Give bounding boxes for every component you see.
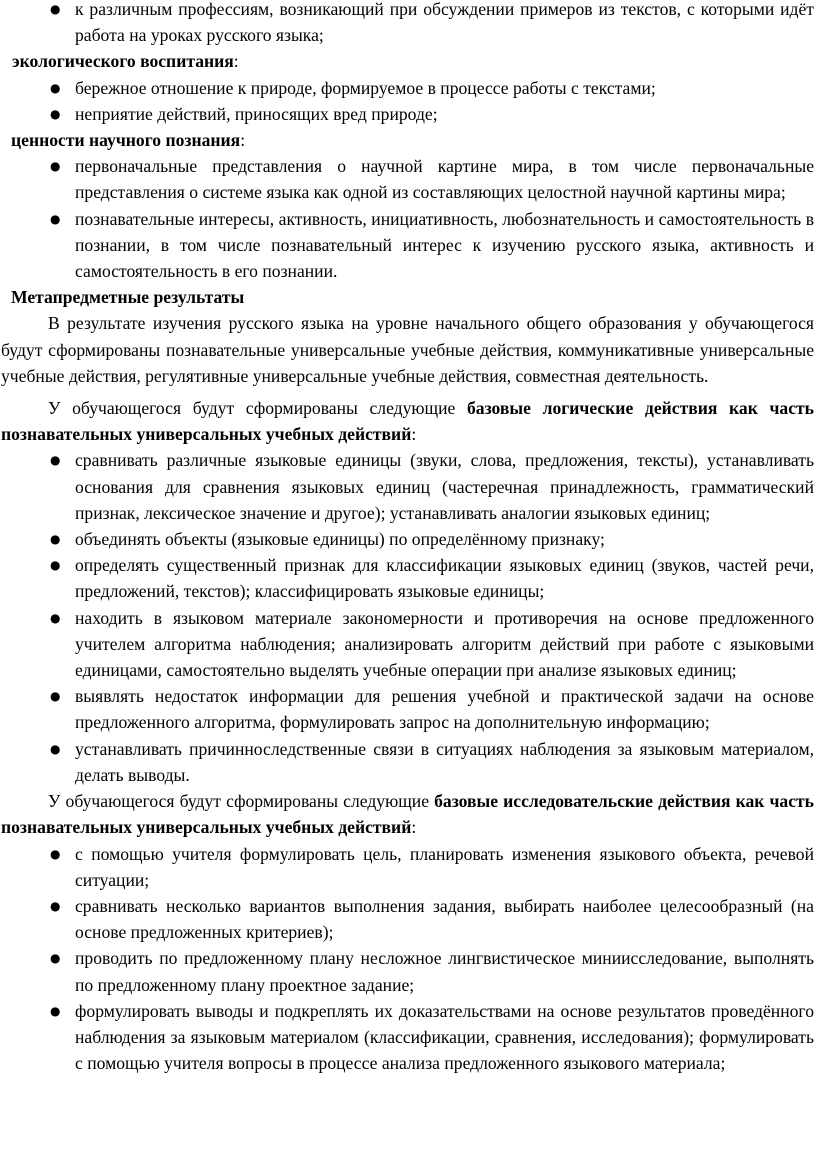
bullet-icon: ● [50,610,61,625]
heading-bold-text: экологического воспитания [12,51,234,72]
list-item-text: бережное отношение к природе, формируемое в процессе работы с текстами; [75,77,656,98]
list-item-text: познавательные интересы, активность, инициативность, любознательность и самостоятельность в познании, в том числе познавательный интерес к изучению русского языка, активность и самостоятельность в его познании. [75,208,814,282]
heading-suffix: : [233,51,239,72]
list-item-text: устанавливать причинноследственные связи в ситуациях наблюдения за языковым материалом, делать выводы. [75,738,814,785]
bullet-icon: ● [50,159,61,174]
list-item [0,998,816,1077]
paragraph-bold-text: базовые логические действия как часть познавательных универсальных учебных действий [1,398,814,445]
list-item [0,736,816,788]
paragraph-text: В результате изучения русского языка на уровне начального общего образования у обучающегося будут сформированы познавательные универсальные учебные действия, коммуникативные универсальные учебные действия, регулятивные универсальные учебные действия, совместная деятельность. [1,313,814,386]
list-item [0,605,816,684]
list-item-text: сравнивать несколько вариантов выполнения задания, выбирать наиболее целесообразный (на основе предложенных критериев); [75,895,814,943]
bullet-icon: ● [50,741,61,756]
list-item [0,552,816,604]
list-item [0,153,816,205]
list-item [0,447,816,526]
list-item-text: формулировать выводы и подкреплять их доказательствами на основе результатов проведённого наблюдения за языковым материалом (классификации, сравнения, исследования); формулировать с помощью учителя вопросы в процессе анализа предложенного языкового материала; [75,1000,814,1074]
list-item [0,75,816,101]
list-item-text: определять существенный признак для классификации языковых единиц (звуков, частей речи, предложений, текстов); классифицировать языковые единицы; [75,555,814,602]
list-item [0,526,816,552]
list-item-text: с помощью учителя формулировать цель, планировать изменения языкового объекта, речевой ситуации; [75,843,814,890]
list-item-text: проводить по предложенному плану несложное лингвистическое миниисследование, выполнять по предложенному плану проектное задание; [75,948,814,995]
heading-bold-text: ценности научного познания [11,130,241,151]
bullet-icon: ● [50,453,61,468]
list-item-text: объединять объекты (языковые единицы) по определённому признаку; [75,529,605,550]
paragraph [0,788,816,840]
paragraph-suffix: : [411,424,417,445]
list-item [0,945,816,997]
heading-suffix: : [240,130,246,151]
list-item [0,0,816,48]
bullet-icon: ● [50,106,61,121]
bullet-icon: ● [50,80,61,95]
bullet-icon: ● [50,532,61,547]
list-item-text: находить в языковом материале закономерности и противоречия на основе предложенного учителем алгоритма наблюдения; анализировать алгоритм действий при работе с языковыми единицами, самостоятельно выделять учебные операции при анализе языковых единиц; [75,607,814,681]
paragraph-bold-text: базовые исследовательские действия как часть познавательных универсальных учебных действий [1,791,814,838]
list-item-text: к различным профессиям, возникающий при обсуждении примеров из текстов, с которыми идёт работа на уроках русского языка; [75,0,814,46]
list-item [0,841,816,893]
paragraph-text: У обучающегося будут сформированы следующие [48,398,467,419]
section-heading [0,284,816,310]
list-item [0,206,816,285]
list-item [0,683,816,735]
bullet-icon: ● [50,689,61,704]
bullet-icon: ● [50,2,61,16]
paragraph-suffix: : [411,817,417,838]
list-item [0,893,816,945]
bullet-icon: ● [50,846,61,861]
list-item-text: выявлять недостаток информации для решения учебной и практической задачи на основе предложенного алгоритма, формулировать запрос на дополнительную информацию; [75,686,814,733]
bullet-icon: ● [50,558,61,573]
bullet-icon: ● [50,1003,61,1018]
heading-bold-text: Метапредметные результаты [11,287,245,308]
section-heading [0,48,816,74]
bullet-icon: ● [50,898,61,913]
bullet-icon: ● [50,951,61,966]
paragraph [0,310,816,389]
bullet-icon: ● [50,211,61,226]
list-item-text: неприятие действий, приносящих вред природе; [75,103,438,124]
paragraph [0,395,816,447]
list-item [0,101,816,127]
list-item-text: первоначальные представления о научной картине мира, в том числе первоначальные представления о системе языка как одной из составляющих целостной научной картины мира; [75,156,814,203]
paragraph-text: У обучающегося будут сформированы следующие [48,791,435,812]
list-item-text: сравнивать различные языковые единицы (звуки, слова, предложения, тексты), устанавливать основания для сравнения языковых единиц (частеречная принадлежность, грамматический признак, лексическое значение и другое); устанавливать аналогии языковых единиц; [75,450,814,523]
section-heading [0,127,816,153]
